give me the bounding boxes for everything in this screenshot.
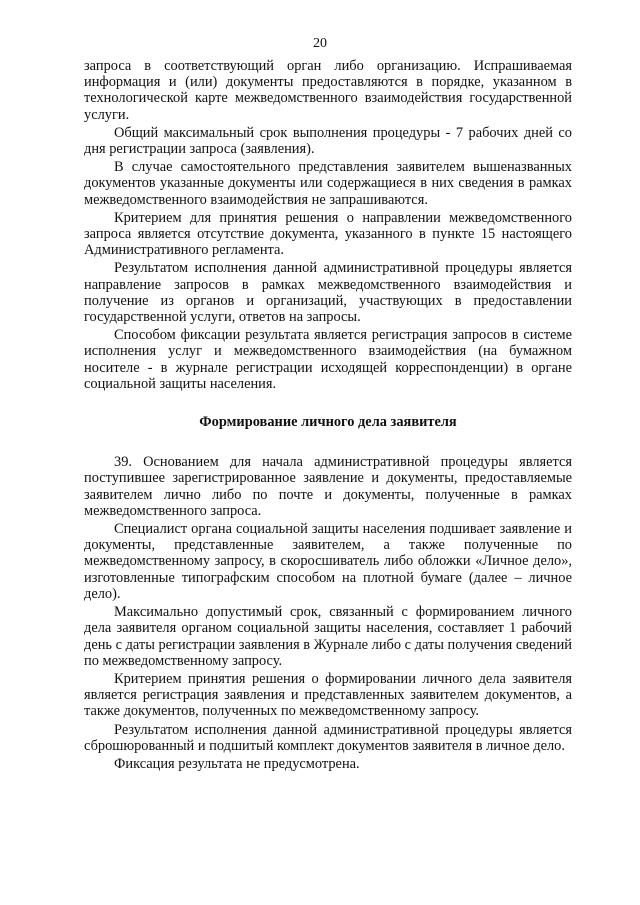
paragraph: 39. Основанием для начала административной процедуры является поступившее зарегистрированное заявление и документы, предоставляемые заявителем лично либо по почте и документы, полученные в рамках межведомственного запроса. [84,454,572,519]
paragraph: Критерием принятия решения о формировании личного дела заявителя является регистрация заявления и представленных заявителем документов, а также документов, полученных по межведомственному запросу. [84,670,572,720]
paragraph: запроса в соответствующий орган либо организацию. Испрашиваемая информация и (или) документы предоставляются в порядке, указанном в технологической карте межведомственного взаимодействия государственной услуги. [84,58,572,123]
document-body [84,58,572,772]
paragraph: В случае самостоятельного представления заявителем вышеназванных документов указанные документы или содержащиеся в них сведения в рамках межведомственного взаимодействия не запрашиваются. [84,159,572,208]
section-heading: Формирование личного дела заявителя [199,414,457,431]
paragraph: Фиксация результата не предусмотрена. [114,755,360,772]
paragraph: Критерием для принятия решения о направлении межведомственного запроса является отсутствие документа, указанного в пункте 15 настоящего Административного регламента. [84,209,572,259]
page-number: 20 [313,36,327,51]
paragraph: Результатом исполнения данной административной процедуры является сброшюрованный и подшитый комплект документов заявителя в личное дело. [84,721,572,754]
paragraph: Общий максимальный срок выполнения процедуры - 7 рабочих дней со дня регистрации запроса (заявления). [84,124,572,158]
paragraph: Специалист органа социальной защиты населения подшивает заявление и документы, представленные заявителем, а также полученные по межведомственному запросу, в скоросшиватель либо обложки «Личное дело», изготовленные типографским способом на плотной бумаге (далее – личное дело). [84,521,572,602]
paragraph: Способом фиксации результата является регистрация запросов в системе исполнения услуг и межведомственного взаимодействия (на бумажном носителе - в журнале регистрации исходящей корреспонденции) в органе социальной защиты населения. [84,327,572,392]
paragraph: Результатом исполнения данной административной процедуры является направление запросов в рамках межведомственного взаимодействия и получение из органов и организаций, участвующих в предоставлении государственной услуги, ответов на запросы. [84,260,572,326]
paragraph: Максимально допустимый срок, связанный с формированием личного дела заявителя органом социальной защиты населения, составляет 1 рабочий день с даты регистрации заявления в Журнале либо с даты получения сведений по межведомственному запросу. [84,604,572,669]
